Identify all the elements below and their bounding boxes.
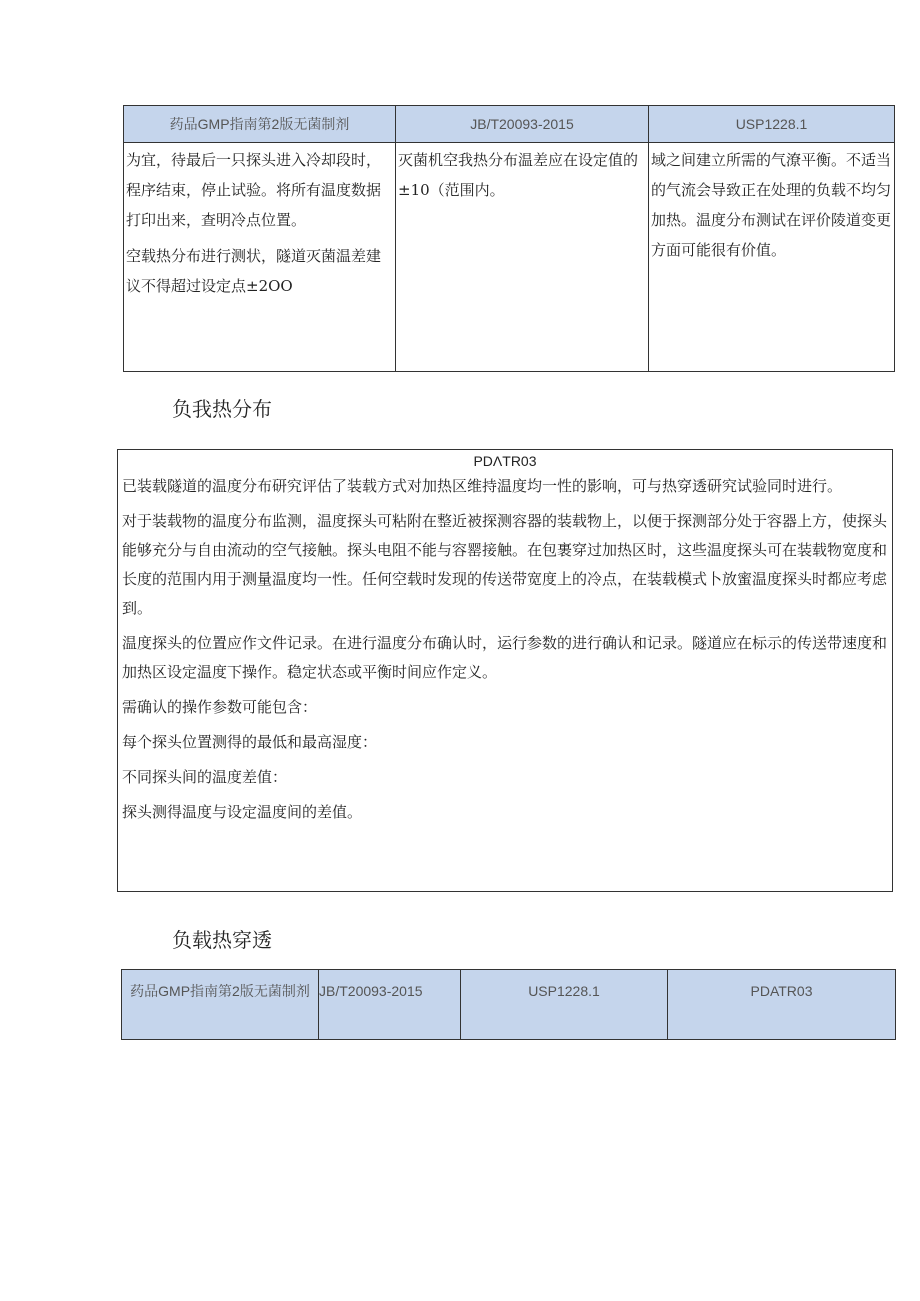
section-heading-load-heat-penetration: 负载热穿透: [172, 928, 272, 952]
standards-table-2: [121, 969, 896, 1040]
standards-table-1: [123, 105, 895, 372]
box-paragraph: 每个探头位置测得的最低和最高湿度：: [122, 733, 378, 751]
header-jbt: JB/T20093-2015: [396, 106, 649, 143]
section-heading-load-heat-distribution: 负我热分布: [172, 397, 272, 421]
cell-paragraph: 为宜，待最后一只探头进入冷却段时，程序结束，停止试验。将所有温度数据打印出来，查明冷点位置。: [126, 151, 382, 229]
table-header-row: [124, 106, 895, 143]
cell-usp: [649, 143, 895, 372]
box-title: PDΛTR03: [473, 453, 537, 469]
box-paragraph: 需确认的操作参数可能包含：: [122, 698, 318, 716]
header-usp: USP1228.1: [461, 970, 668, 1040]
box-paragraph: 不同探头间的温度差值：: [122, 768, 288, 786]
cell-jbt: [396, 143, 649, 372]
cell-gmp-guide: [124, 143, 396, 372]
box-paragraph: 已装载隧道的温度分布研究评估了装载方式对加热区维持温度均一性的影响，可与热穿透研究试验同时进行。: [122, 477, 843, 495]
header-gmp-guide: 药品GMP指南第2版无菌制剂: [124, 106, 396, 143]
header-pda: PDATR03: [668, 970, 896, 1040]
pda-tr03-box: [117, 449, 893, 892]
box-paragraph: 对于装载物的温度分布监测，温度探头可粘附在整近被探测容器的装载物上，以便于探测部分处于容器上方，使探头能够充分与自由流动的空气接触。探头电阻不能与容罂接触。在包裹穿过加热区时，这些温度探头可在装载物宽度和长度的范围内用于测量温度均一性。任何空载时发现的传送带宽度上的冷点，在装载模式卜放蜜温度探头时都应考虑到。: [122, 512, 888, 617]
table-row: [124, 143, 895, 372]
cell-paragraph: 空载热分布进行测状，隧道灭菌温差建议不得超过设定点±2OO: [126, 247, 382, 295]
cell-paragraph: 域之间建立所需的气潦平衡。不适当的气流会导致正在处理的负载不均匀加热。温度分布测试在评价陵道变更方面可能很有价值。: [651, 151, 892, 259]
header-jbt: JB/T20093-2015: [319, 970, 461, 1040]
box-paragraph: 探头测得温度与设定温度间的差值。: [122, 803, 363, 821]
table-header-row: [122, 970, 896, 1040]
header-usp: USP1228.1: [649, 106, 895, 143]
box-paragraph: 温度探头的位置应作文件记录。在进行温度分布确认时，运行参数的进行确认和记录。隧道应在标示的传送带速度和加热区设定温度下操作。稳定状态或平衡时间应作定义。: [122, 634, 888, 681]
header-gmp-guide: 药品GMP指南第2版无菌制剂: [122, 970, 319, 1040]
cell-paragraph: 灭菌机空我热分布温差应在设定值的±10（范围内。: [398, 151, 639, 199]
